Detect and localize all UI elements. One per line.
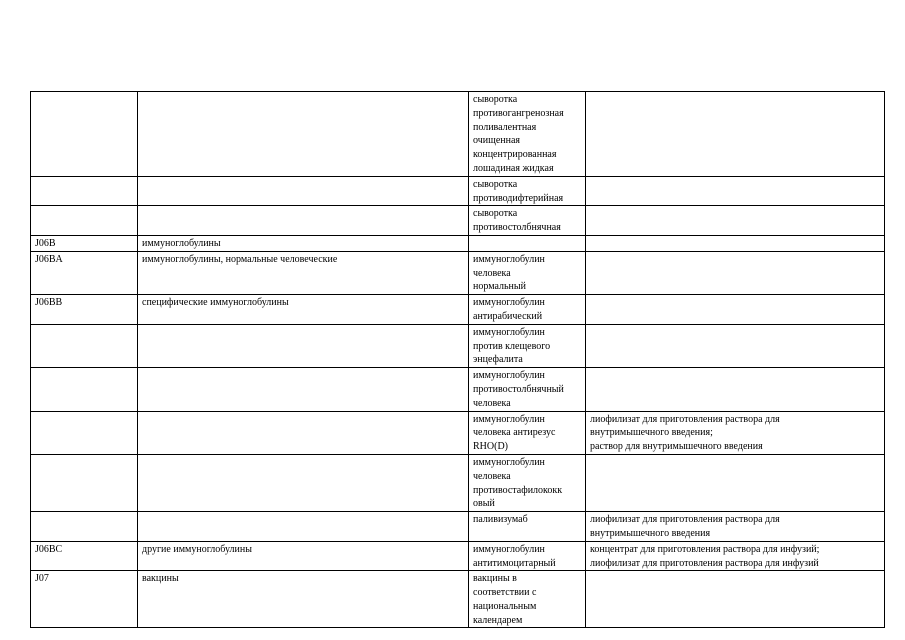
dosage-form-cell [586,454,885,511]
drug-name-cell: иммуноглобулин антирабический [469,295,586,325]
dosage-form-cell [586,251,885,294]
atc-code-cell [31,512,138,542]
atc-code-cell: J06BC [31,541,138,571]
atc-code-cell [31,206,138,236]
atc-code-cell: J06B [31,235,138,251]
drug-name-cell: сыворотка противодифтерийная [469,176,586,206]
table-row [31,92,885,177]
dosage-form-cell [586,571,885,628]
atc-code-cell: J07 [31,571,138,628]
atc-code-cell: J06BA [31,251,138,294]
group-name-cell: вакцины [138,571,469,628]
drug-name-cell: иммуноглобулин человека нормальный [469,251,586,294]
table-row [31,176,885,206]
table-row [31,368,885,411]
drug-name-cell: иммуноглобулин антитимоцитарный [469,541,586,571]
table-row [31,295,885,325]
drug-name-cell: иммуноглобулин против клещевого энцефалита [469,324,586,367]
group-name-cell [138,368,469,411]
table-row [31,541,885,571]
atc-code-cell [31,176,138,206]
drug-name-cell: иммуноглобулин противостолбнячный человека [469,368,586,411]
dosage-form-cell [586,176,885,206]
drug-name-cell: сыворотка противостолбнячная [469,206,586,236]
table-row [31,206,885,236]
group-name-cell [138,206,469,236]
dosage-form-cell [586,368,885,411]
drug-name-cell: сыворотка противогангренозная поливалентная очищенная концентрированная лошадиная жидкая [469,92,586,177]
table-row [31,251,885,294]
dosage-form-cell [586,92,885,177]
drug-name-cell [469,235,586,251]
table-row [31,454,885,511]
table-row [31,571,885,628]
atc-code-cell [31,454,138,511]
drug-classification-table [30,91,885,628]
group-name-cell: иммуноглобулины [138,235,469,251]
drug-name-cell: вакцины в соответствии с национальным календарем [469,571,586,628]
group-name-cell [138,176,469,206]
table-row [31,235,885,251]
group-name-cell: другие иммуноглобулины [138,541,469,571]
group-name-cell [138,454,469,511]
dosage-form-cell [586,324,885,367]
table-body [31,92,885,628]
atc-code-cell [31,324,138,367]
drug-name-cell: иммуноглобулин человека антирезус RHO(D) [469,411,586,454]
table-row [31,512,885,542]
dosage-form-cell [586,206,885,236]
group-name-cell [138,92,469,177]
group-name-cell [138,411,469,454]
atc-code-cell [31,411,138,454]
atc-code-cell: J06BB [31,295,138,325]
dosage-form-cell: лиофилизат для приготовления раствора для внутримышечного введения [586,512,885,542]
table-row [31,411,885,454]
dosage-form-cell [586,235,885,251]
table-row [31,324,885,367]
drug-name-cell: паливизумаб [469,512,586,542]
group-name-cell [138,324,469,367]
atc-code-cell [31,368,138,411]
atc-code-cell [31,92,138,177]
dosage-form-cell: лиофилизат для приготовления раствора для внутримышечного введения; раствор для внутримышечного введения [586,411,885,454]
group-name-cell: иммуноглобулины, нормальные человеческие [138,251,469,294]
dosage-form-cell: концентрат для приготовления раствора для инфузий; лиофилизат для приготовления раствора для инфузий [586,541,885,571]
group-name-cell [138,512,469,542]
group-name-cell: специфические иммуноглобулины [138,295,469,325]
dosage-form-cell [586,295,885,325]
drug-name-cell: иммуноглобулин человека противостафилококк овый [469,454,586,511]
